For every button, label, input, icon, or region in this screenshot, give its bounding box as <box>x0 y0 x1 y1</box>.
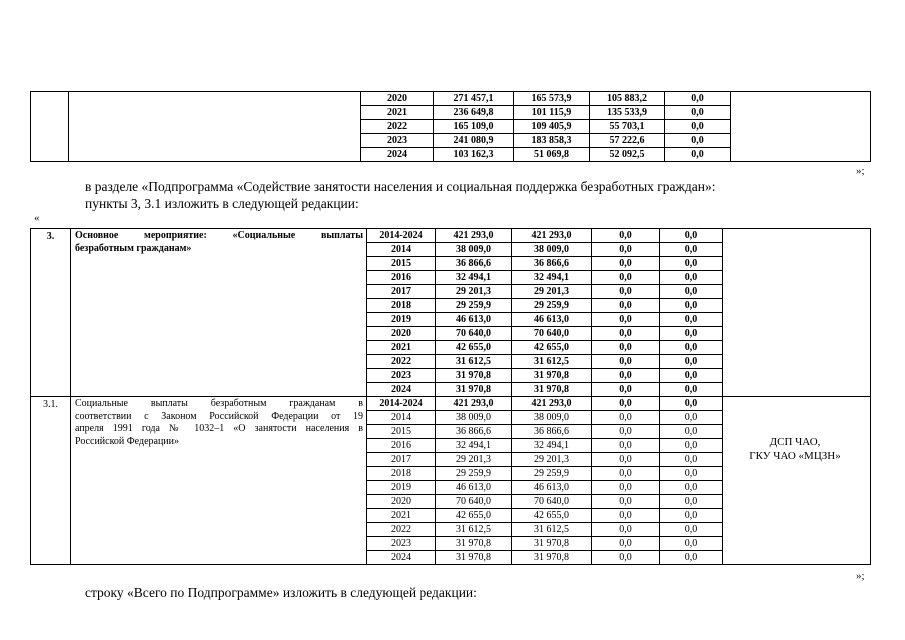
item-desc-line: апреля 1991 года № 1032–1 «О занятости населения в <box>75 423 363 434</box>
year-cell: 2014-2024 <box>367 397 436 411</box>
value-cell: 31 970,8 <box>512 537 592 551</box>
value-cell: 0,0 <box>660 551 723 565</box>
instruction-1-line2: пункты 3, 3.1 изложить в следующей редакции: <box>85 196 359 211</box>
value-cell: 0,0 <box>665 134 731 148</box>
value-cell: 0,0 <box>660 313 723 327</box>
item-description <box>71 397 367 565</box>
value-cell: 421 293,0 <box>512 229 592 243</box>
value-cell: 0,0 <box>592 327 660 341</box>
year-cell: 2014-2024 <box>367 229 436 243</box>
item-title-line: Основное мероприятие: «Социальные выплаты <box>75 230 363 241</box>
value-cell: 0,0 <box>592 411 660 425</box>
year-cell: 2023 <box>367 369 436 383</box>
value-cell: 0,0 <box>660 453 723 467</box>
num-cell <box>31 92 69 162</box>
value-cell: 32 494,1 <box>436 439 512 453</box>
value-cell: 38 009,0 <box>512 411 592 425</box>
year-cell: 2020 <box>367 327 436 341</box>
year-cell: 2022 <box>367 523 436 537</box>
opening-quote: « <box>34 212 40 224</box>
year-cell: 2016 <box>367 439 436 453</box>
value-cell: 0,0 <box>592 551 660 565</box>
value-cell: 0,0 <box>665 92 731 106</box>
value-cell: 0,0 <box>660 509 723 523</box>
value-cell: 36 866,6 <box>512 425 592 439</box>
value-cell: 0,0 <box>592 341 660 355</box>
year-cell: 2024 <box>361 148 434 162</box>
value-cell: 42 655,0 <box>436 341 512 355</box>
table-row <box>31 229 871 243</box>
value-cell: 0,0 <box>592 355 660 369</box>
year-cell: 2021 <box>361 106 434 120</box>
value-cell: 29 201,3 <box>512 285 592 299</box>
responsible-cell <box>723 229 871 397</box>
value-cell: 31 970,8 <box>512 383 592 397</box>
value-cell: 31 970,8 <box>436 537 512 551</box>
value-cell: 0,0 <box>592 509 660 523</box>
value-cell: 36 866,6 <box>512 257 592 271</box>
value-cell: 31 970,8 <box>512 369 592 383</box>
value-cell: 57 222,6 <box>590 134 665 148</box>
value-cell: 46 613,0 <box>512 481 592 495</box>
value-cell: 0,0 <box>592 229 660 243</box>
value-cell: 0,0 <box>660 299 723 313</box>
value-cell: 0,0 <box>592 453 660 467</box>
value-cell: 29 201,3 <box>436 453 512 467</box>
value-cell: 0,0 <box>660 425 723 439</box>
item-title-line: безработным гражданам» <box>75 242 192 254</box>
value-cell: 46 613,0 <box>436 481 512 495</box>
year-cell: 2015 <box>367 257 436 271</box>
value-cell: 0,0 <box>660 369 723 383</box>
value-cell: 0,0 <box>665 148 731 162</box>
year-cell: 2018 <box>367 299 436 313</box>
value-cell: 0,0 <box>660 341 723 355</box>
year-cell: 2018 <box>367 467 436 481</box>
responsible-line2: ГКУ ЧАО «МЦЗН» <box>749 450 841 462</box>
value-cell: 42 655,0 <box>512 341 592 355</box>
responsible-executor <box>720 435 870 463</box>
value-cell: 109 405,9 <box>514 120 590 134</box>
year-cell: 2022 <box>361 120 434 134</box>
year-cell: 2019 <box>367 313 436 327</box>
year-cell: 2016 <box>367 271 436 285</box>
year-cell: 2024 <box>367 551 436 565</box>
value-cell: 29 259,9 <box>436 299 512 313</box>
value-cell: 0,0 <box>660 467 723 481</box>
value-cell: 29 201,3 <box>512 453 592 467</box>
value-cell: 42 655,0 <box>512 509 592 523</box>
year-cell: 2017 <box>367 453 436 467</box>
value-cell: 46 613,0 <box>436 313 512 327</box>
item-desc-line: Российской Федерации» <box>75 435 180 447</box>
year-cell: 2020 <box>367 495 436 509</box>
instruction-1-line1: в разделе «Подпрограмма «Содействие занятости населения и социальная поддержка безработных граждан»: <box>85 179 716 194</box>
value-cell: 236 649,8 <box>434 106 514 120</box>
year-cell: 2019 <box>367 481 436 495</box>
value-cell: 0,0 <box>660 257 723 271</box>
value-cell: 165 109,0 <box>434 120 514 134</box>
value-cell: 32 494,1 <box>512 439 592 453</box>
value-cell: 31 970,8 <box>512 551 592 565</box>
table-row <box>31 92 871 106</box>
value-cell: 0,0 <box>592 243 660 257</box>
closing-quote-1: »; <box>856 165 865 177</box>
value-cell: 135 533,9 <box>590 106 665 120</box>
value-cell: 70 640,0 <box>436 495 512 509</box>
value-cell: 31 970,8 <box>436 551 512 565</box>
value-cell: 32 494,1 <box>512 271 592 285</box>
responsible-cell <box>731 92 871 162</box>
value-cell: 42 655,0 <box>436 509 512 523</box>
value-cell: 29 201,3 <box>436 285 512 299</box>
year-cell: 2017 <box>367 285 436 299</box>
value-cell: 31 970,8 <box>436 383 512 397</box>
closing-quote-2: »; <box>856 570 865 582</box>
value-cell: 421 293,0 <box>512 397 592 411</box>
desc-cell <box>69 92 361 162</box>
value-cell: 0,0 <box>592 313 660 327</box>
value-cell: 0,0 <box>592 299 660 313</box>
value-cell: 32 494,1 <box>436 271 512 285</box>
value-cell: 0,0 <box>660 285 723 299</box>
value-cell: 36 866,6 <box>436 425 512 439</box>
value-cell: 0,0 <box>592 397 660 411</box>
value-cell: 0,0 <box>592 481 660 495</box>
responsible-cell <box>723 397 871 565</box>
value-cell: 0,0 <box>592 383 660 397</box>
value-cell: 29 259,9 <box>512 299 592 313</box>
value-cell: 0,0 <box>592 369 660 383</box>
value-cell: 0,0 <box>592 537 660 551</box>
value-cell: 70 640,0 <box>436 327 512 341</box>
year-cell: 2020 <box>361 92 434 106</box>
value-cell: 0,0 <box>660 229 723 243</box>
value-cell: 0,0 <box>660 439 723 453</box>
item-number: 3. <box>31 229 71 397</box>
year-cell: 2021 <box>367 509 436 523</box>
value-cell: 38 009,0 <box>436 411 512 425</box>
year-cell: 2022 <box>367 355 436 369</box>
value-cell: 421 293,0 <box>436 229 512 243</box>
value-cell: 271 457,1 <box>434 92 514 106</box>
value-cell: 31 612,5 <box>436 355 512 369</box>
value-cell: 0,0 <box>660 523 723 537</box>
value-cell: 31 970,8 <box>436 369 512 383</box>
value-cell: 0,0 <box>592 425 660 439</box>
value-cell: 38 009,0 <box>512 243 592 257</box>
value-cell: 0,0 <box>660 537 723 551</box>
value-cell: 105 883,2 <box>590 92 665 106</box>
value-cell: 0,0 <box>592 495 660 509</box>
value-cell: 52 092,5 <box>590 148 665 162</box>
value-cell: 38 009,0 <box>436 243 512 257</box>
value-cell: 0,0 <box>660 271 723 285</box>
value-cell: 101 115,9 <box>514 106 590 120</box>
value-cell: 31 612,5 <box>512 523 592 537</box>
item-number: 3.1. <box>31 397 71 565</box>
main-table <box>30 228 871 565</box>
value-cell: 165 573,9 <box>514 92 590 106</box>
value-cell: 0,0 <box>660 411 723 425</box>
year-cell: 2021 <box>367 341 436 355</box>
responsible-line1: ДСП ЧАО, <box>769 436 821 448</box>
value-cell: 36 866,6 <box>436 257 512 271</box>
value-cell: 29 259,9 <box>512 467 592 481</box>
value-cell: 0,0 <box>660 355 723 369</box>
value-cell: 31 612,5 <box>512 355 592 369</box>
table-row <box>31 397 871 411</box>
item-description <box>71 229 367 397</box>
value-cell: 0,0 <box>592 523 660 537</box>
value-cell: 31 612,5 <box>436 523 512 537</box>
value-cell: 241 080,9 <box>434 134 514 148</box>
year-cell: 2024 <box>367 383 436 397</box>
value-cell: 55 703,1 <box>590 120 665 134</box>
value-cell: 0,0 <box>660 243 723 257</box>
value-cell: 0,0 <box>592 271 660 285</box>
value-cell: 0,0 <box>592 467 660 481</box>
instruction-2: строку «Всего по Подпрограмме» изложить в следующей редакции: <box>85 585 477 600</box>
value-cell: 51 069,8 <box>514 148 590 162</box>
value-cell: 29 259,9 <box>436 467 512 481</box>
year-cell: 2014 <box>367 243 436 257</box>
value-cell: 0,0 <box>660 397 723 411</box>
value-cell: 103 162,3 <box>434 148 514 162</box>
value-cell: 183 858,3 <box>514 134 590 148</box>
year-cell: 2014 <box>367 411 436 425</box>
value-cell: 0,0 <box>592 257 660 271</box>
value-cell: 0,0 <box>660 481 723 495</box>
value-cell: 0,0 <box>660 383 723 397</box>
value-cell: 0,0 <box>592 285 660 299</box>
value-cell: 0,0 <box>665 120 731 134</box>
item-desc-line: Социальные выплаты безработным гражданам в <box>75 398 363 409</box>
year-cell: 2023 <box>361 134 434 148</box>
item-desc-line: соответствии с Законом Российской Федерации от 19 <box>75 410 363 422</box>
value-cell: 0,0 <box>660 327 723 341</box>
top-table <box>30 91 871 162</box>
year-cell: 2023 <box>367 537 436 551</box>
value-cell: 46 613,0 <box>512 313 592 327</box>
year-cell: 2015 <box>367 425 436 439</box>
value-cell: 70 640,0 <box>512 495 592 509</box>
value-cell: 421 293,0 <box>436 397 512 411</box>
value-cell: 70 640,0 <box>512 327 592 341</box>
value-cell: 0,0 <box>592 439 660 453</box>
value-cell: 0,0 <box>665 106 731 120</box>
value-cell: 0,0 <box>660 495 723 509</box>
